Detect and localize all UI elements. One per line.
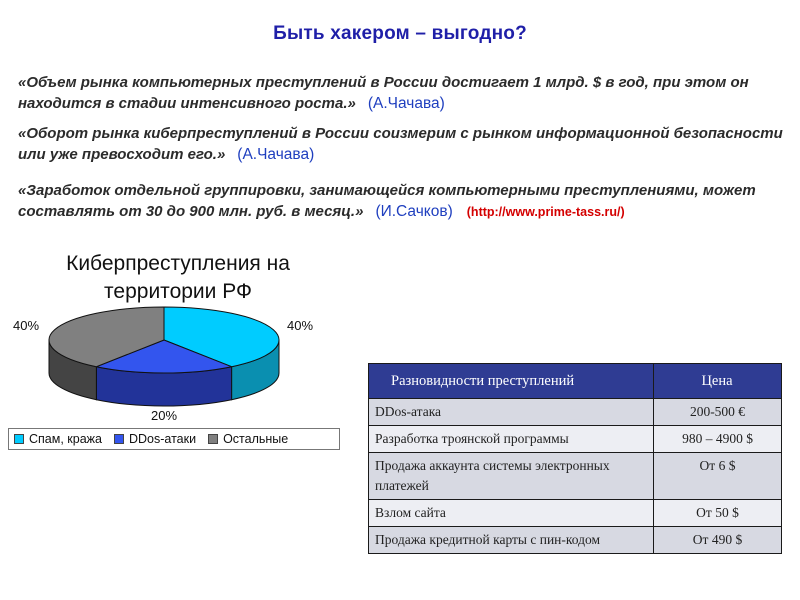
legend-label: Остальные xyxy=(223,432,289,446)
table-cell-price: От 490 $ xyxy=(654,527,782,554)
table-cell-type: Продажа кредитной карты с пин-кодом xyxy=(369,527,654,554)
table-cell-type: Продажа аккаунта системы электронных платежей xyxy=(369,453,654,500)
table-cell-type: Разработка троянской программы xyxy=(369,426,654,453)
legend-swatch xyxy=(208,434,218,444)
table-cell-price: От 6 $ xyxy=(654,453,782,500)
column-header-crime-type: Разновидности преступлений xyxy=(369,364,654,399)
legend-swatch xyxy=(14,434,24,444)
table-row xyxy=(369,453,782,500)
pie-data-label: 40% xyxy=(12,318,40,333)
legend-swatch xyxy=(114,434,124,444)
quote-author: (И.Сачков) xyxy=(375,203,453,220)
column-header-price: Цена xyxy=(654,364,782,399)
price-table xyxy=(368,363,782,554)
table-cell-type: Взлом сайта xyxy=(369,500,654,527)
pie-data-label: 20% xyxy=(150,408,178,423)
legend-label: DDos-атаки xyxy=(128,432,197,446)
slide-title: Быть хакером – выгодно? xyxy=(273,23,527,44)
table-row xyxy=(369,500,782,527)
table-row xyxy=(369,426,782,453)
quote-market-turnover xyxy=(18,123,788,165)
table-row xyxy=(369,527,782,554)
quote-group-earnings xyxy=(18,180,788,223)
table-cell-type: DDos-атака xyxy=(369,399,654,426)
chart-title: Киберпреступления на территории РФ xyxy=(66,252,290,303)
quote-author: (А.Чачава) xyxy=(237,146,315,163)
table-cell-price: 980 – 4900 $ xyxy=(654,426,782,453)
quote-text: «Оборот рынка киберпреступлений в России соизмерим с рынком информационной безопасности или уже превосходит его.» xyxy=(18,125,783,163)
quote-text: «Объем рынка компьютерных преступлений в России достигает 1 млрд. $ в год, при этом он находится в стадии интенсивного роста.» xyxy=(18,74,749,112)
table-cell-price: 200-500 € xyxy=(654,399,782,426)
chart-legend xyxy=(8,428,340,450)
quote-market-volume xyxy=(18,72,788,114)
pie-chart xyxy=(0,300,350,425)
quote-source-link[interactable]: (http://www.prime-tass.ru/) xyxy=(466,205,625,219)
table-cell-price: От 50 $ xyxy=(654,500,782,527)
pie-data-label: 40% xyxy=(286,318,314,333)
table-row xyxy=(369,399,782,426)
legend-item xyxy=(208,432,288,446)
table-header-row xyxy=(369,364,782,399)
quote-author: (А.Чачава) xyxy=(367,95,445,112)
legend-label: Спам, кража xyxy=(29,432,102,446)
quote-text: «Заработок отдельной группировки, занимающейся компьютерными преступлениями, может составлять от 30 до 900 млн. руб. в месяц.» xyxy=(18,182,756,220)
legend-item xyxy=(14,432,102,446)
legend-item xyxy=(114,432,196,446)
